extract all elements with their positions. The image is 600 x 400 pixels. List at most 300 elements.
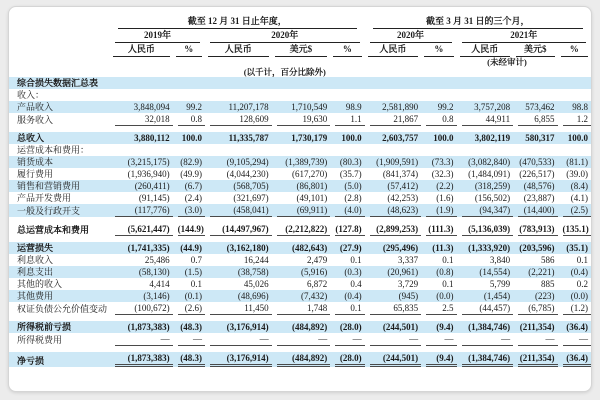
value-text: (82.9) [180, 157, 202, 167]
value-cell [457, 89, 514, 101]
value-cell [330, 192, 364, 204]
value-cell [205, 333, 272, 346]
value-cell [110, 242, 173, 254]
value-cell [513, 266, 557, 278]
value-text: (3,146) [143, 291, 170, 301]
value-cell [205, 77, 272, 89]
value-text: (14,400) [518, 204, 557, 217]
value-cell [205, 132, 272, 144]
value-cell [330, 278, 364, 290]
value-cell [365, 156, 422, 168]
value-text: — [563, 333, 591, 346]
value-cell [173, 290, 205, 302]
value-text: 0.4 [350, 279, 362, 289]
value-cell [457, 302, 514, 315]
table-row [9, 333, 591, 346]
value-cell [272, 321, 331, 333]
value-text: 3,848,094 [133, 102, 170, 112]
value-cell [365, 89, 422, 101]
value-text: 586 [541, 255, 555, 265]
value-text: (482,643) [291, 243, 328, 253]
financial-summary-table [9, 15, 591, 367]
value-text: — [277, 333, 331, 346]
value-cell [272, 266, 331, 278]
value-cell [205, 278, 272, 290]
value-cell [457, 113, 514, 126]
value-cell [173, 352, 205, 367]
value-cell [421, 113, 456, 126]
value-cell [110, 156, 173, 168]
value-text: 100.0 [567, 133, 588, 143]
value-cell [205, 156, 272, 168]
value-cell [558, 144, 591, 156]
row-label: 运营成本和费用： [17, 145, 90, 155]
table-row [9, 266, 591, 278]
value-text: (35.1) [566, 243, 588, 253]
value-cell [173, 278, 205, 290]
value-cell [513, 278, 557, 290]
value-cell [558, 321, 591, 333]
value-cell [457, 132, 514, 144]
value-text: (38,758) [237, 267, 269, 277]
col-rmb-2019: 人民币 [110, 43, 173, 57]
value-text: 6,872 [306, 279, 328, 289]
row-label: 运营损失 [9, 242, 110, 254]
value-cell [110, 192, 173, 204]
value-cell [205, 302, 272, 315]
value-cell [365, 223, 422, 236]
value-cell [272, 89, 331, 101]
value-cell [173, 113, 205, 126]
value-cell [330, 204, 364, 217]
value-cell [330, 302, 364, 315]
value-text: (28.0) [339, 322, 362, 332]
value-text: 45,026 [243, 279, 269, 289]
value-cell [272, 77, 331, 89]
value-text: (3,082,840) [468, 157, 511, 167]
value-cell [457, 242, 514, 254]
value-cell [457, 290, 514, 302]
value-cell [330, 321, 364, 333]
value-cell [558, 254, 591, 266]
value-cell [173, 242, 205, 254]
value-text: 0.1 [442, 255, 454, 265]
value-cell [421, 352, 456, 367]
value-text: 21,867 [370, 113, 422, 126]
table-body [9, 77, 591, 367]
value-cell [513, 290, 557, 302]
value-cell [110, 168, 173, 180]
value-cell [173, 204, 205, 217]
year-2021q-header: 2021年 [457, 29, 591, 43]
section-row [9, 77, 591, 89]
value-cell [272, 302, 331, 315]
value-cell [513, 168, 557, 180]
value-cell [205, 321, 272, 333]
value-text: (203,596) [519, 243, 555, 253]
value-cell [558, 180, 591, 192]
value-text: 11,450 [210, 302, 272, 315]
value-cell [558, 223, 591, 236]
value-text: (69,911) [277, 204, 331, 217]
table-header [9, 15, 591, 77]
value-cell [110, 204, 173, 217]
value-cell [330, 101, 364, 113]
value-text: (14,497,967) [210, 223, 272, 236]
value-text: 100.0 [341, 133, 362, 143]
table-row [9, 352, 591, 367]
value-cell [513, 156, 557, 168]
value-text: (3,162,180) [226, 243, 269, 253]
row-label: 一般及行政开支 [9, 204, 110, 217]
value-cell [173, 77, 205, 89]
value-cell [205, 204, 272, 217]
value-cell [272, 278, 331, 290]
value-text: — [210, 333, 272, 346]
value-text: (321,697) [233, 193, 269, 203]
value-text: 99.2 [437, 102, 454, 112]
table-row [9, 278, 591, 290]
value-text: (841,374) [382, 169, 419, 179]
value-text: (11.3) [432, 243, 454, 253]
value-cell [272, 223, 331, 236]
value-cell [330, 333, 364, 346]
value-text: (0.8) [436, 267, 454, 277]
value-text: (28.0) [335, 352, 364, 367]
value-text: (484,892) [277, 352, 331, 367]
value-text: (1,384,746) [462, 352, 514, 367]
row-label: 总收入 [9, 132, 110, 144]
value-text: (1,873,383) [127, 322, 170, 332]
value-text: (1.9) [426, 204, 456, 217]
section-row [9, 89, 591, 101]
value-cell [110, 180, 173, 192]
value-text: 3,802,119 [474, 133, 511, 143]
value-cell [365, 333, 422, 346]
value-cell [421, 278, 456, 290]
value-cell [457, 144, 514, 156]
value-text: (48,696) [237, 291, 269, 301]
value-text: (1.2) [563, 302, 591, 315]
value-text: (27.9) [339, 243, 362, 253]
value-text: (568,705) [233, 181, 269, 191]
value-cell [110, 223, 173, 236]
value-cell [272, 290, 331, 302]
table-row [9, 113, 591, 126]
value-cell [513, 89, 557, 101]
value-text: (3.0) [178, 204, 205, 217]
value-cell [272, 242, 331, 254]
value-text: 11,335,787 [228, 133, 269, 143]
value-text: 3,729 [397, 279, 419, 289]
value-text: — [426, 333, 456, 346]
value-text: 0.8 [426, 113, 456, 126]
value-cell [110, 89, 173, 101]
value-text: (2.5) [563, 204, 591, 217]
row-label: 销售和营销费用 [9, 180, 110, 192]
value-text: (1,389,739) [285, 157, 328, 167]
value-text: (211,354) [519, 322, 555, 332]
value-text: (223) [535, 291, 555, 301]
value-cell [421, 223, 456, 236]
value-text: 32,018 [115, 113, 173, 126]
value-cell [173, 101, 205, 113]
value-cell [205, 266, 272, 278]
value-text: (7,432) [300, 291, 328, 301]
value-text: (57,412) [387, 181, 419, 191]
period-annual-label: 截至 12 月 31 日止年度， [118, 15, 357, 29]
col-usd-2021q: 美元$ [513, 43, 557, 57]
value-text: (318,259) [474, 181, 511, 191]
value-cell [205, 180, 272, 192]
value-cell [421, 156, 456, 168]
value-cell [330, 223, 364, 236]
value-text: (91,145) [138, 193, 170, 203]
value-cell [173, 333, 205, 346]
period-quarter-header [365, 15, 591, 29]
value-text: (6,785) [518, 302, 557, 315]
value-cell [558, 132, 591, 144]
value-cell [173, 254, 205, 266]
value-text: 3,880,112 [134, 133, 170, 143]
section-row [9, 144, 591, 156]
value-cell [457, 223, 514, 236]
value-text: (470,533) [519, 157, 555, 167]
table-row [9, 223, 591, 236]
table-row [9, 242, 591, 254]
currency-header-row [9, 43, 591, 57]
value-cell [513, 144, 557, 156]
value-cell [330, 77, 364, 89]
value-cell [173, 89, 205, 101]
row-label: 净亏损 [9, 352, 110, 367]
value-cell [330, 266, 364, 278]
value-text: 0.7 [190, 255, 202, 265]
value-text: (2.2) [436, 181, 454, 191]
value-cell [421, 101, 456, 113]
value-cell [205, 89, 272, 101]
value-cell [365, 290, 422, 302]
value-text: 11,207,178 [228, 102, 269, 112]
value-text: (81.1) [566, 157, 588, 167]
col-pct-2020q: % [421, 43, 456, 57]
value-cell [365, 302, 422, 315]
value-text: (244,501) [370, 352, 422, 367]
value-cell [421, 89, 456, 101]
col-rmb-2021q: 人民币 [457, 43, 514, 57]
value-cell [513, 77, 557, 89]
value-cell [365, 77, 422, 89]
value-cell [365, 266, 422, 278]
value-cell [365, 168, 422, 180]
value-text: (617,270) [291, 169, 328, 179]
value-text: (1,384,746) [468, 322, 511, 332]
value-text: (3,176,914) [210, 352, 272, 367]
value-cell [272, 132, 331, 144]
value-text: (5,136,039) [462, 223, 514, 236]
value-cell [558, 333, 591, 346]
value-cell [457, 156, 514, 168]
value-text: 6,855 [518, 113, 557, 126]
value-cell [365, 242, 422, 254]
value-cell [513, 132, 557, 144]
value-text: 99.2 [186, 102, 202, 112]
value-cell [272, 352, 331, 367]
value-text: (2,221) [528, 267, 555, 277]
value-text: — [178, 333, 205, 346]
value-text: 3,337 [397, 255, 419, 265]
value-text: (0.0) [436, 291, 454, 301]
value-cell [272, 101, 331, 113]
value-text: (244,501) [382, 322, 419, 332]
value-text: 16,244 [243, 255, 269, 265]
value-cell [558, 77, 591, 89]
value-cell [173, 302, 205, 315]
value-text: (4.1) [570, 193, 588, 203]
value-cell [110, 278, 173, 290]
value-cell [513, 352, 557, 367]
value-text: 1.1 [335, 113, 364, 126]
value-cell [205, 254, 272, 266]
value-text: (2.4) [184, 193, 202, 203]
value-cell [513, 333, 557, 346]
value-cell [205, 223, 272, 236]
year-2020-header: 2020年 [205, 29, 365, 43]
value-text: 65,835 [370, 302, 422, 315]
col-pct-2020: % [330, 43, 364, 57]
value-text: (2,899,253) [370, 223, 422, 236]
row-label: 所得税费用 [17, 335, 63, 345]
value-text: 1.2 [563, 113, 591, 126]
value-text: 2,581,890 [382, 102, 419, 112]
value-text: (1,333,920) [468, 243, 511, 253]
col-usd-2020: 美元$ [272, 43, 331, 57]
value-cell [421, 266, 456, 278]
value-text: (2.6) [178, 302, 205, 315]
value-text: 128,609 [210, 113, 272, 126]
value-cell [558, 266, 591, 278]
value-cell [558, 242, 591, 254]
value-cell [205, 290, 272, 302]
value-cell [513, 204, 557, 217]
value-cell [421, 180, 456, 192]
value-text: (4,044,230) [226, 169, 269, 179]
value-cell [330, 144, 364, 156]
col-rmb-2020: 人民币 [205, 43, 272, 57]
value-cell [173, 168, 205, 180]
table-row [9, 290, 591, 302]
value-cell [457, 168, 514, 180]
table-row [9, 192, 591, 204]
value-text: 19,630 [277, 113, 331, 126]
value-cell [457, 352, 514, 367]
table-row [9, 132, 591, 144]
row-label: 利息收入 [17, 255, 54, 265]
row-label: 产品收入 [9, 101, 110, 113]
value-text: (5.0) [344, 181, 362, 191]
value-text: (49.9) [180, 169, 202, 179]
value-cell [457, 101, 514, 113]
value-text: 0.1 [442, 279, 454, 289]
value-cell [110, 352, 173, 367]
value-cell [110, 254, 173, 266]
value-text: 98.8 [572, 102, 588, 112]
value-cell [421, 144, 456, 156]
value-cell [330, 168, 364, 180]
value-cell [110, 144, 173, 156]
value-text: 3,840 [489, 255, 511, 265]
year-header-row [9, 29, 591, 43]
value-cell [272, 168, 331, 180]
period-quarter-label: 截至 3 月 31 日的三个月， [373, 15, 583, 29]
value-cell [365, 352, 422, 367]
value-cell [205, 144, 272, 156]
value-text: — [518, 333, 557, 346]
value-text: (20,961) [387, 267, 419, 277]
value-cell [272, 156, 331, 168]
value-cell [457, 77, 514, 89]
value-text: (1.6) [436, 193, 454, 203]
value-text: (23,887) [523, 193, 555, 203]
value-text: (117,776) [115, 204, 173, 217]
value-text: 580,317 [525, 133, 555, 143]
value-cell [173, 266, 205, 278]
value-cell [173, 321, 205, 333]
value-text: (0.4) [570, 267, 588, 277]
value-text: (14,554) [479, 267, 511, 277]
value-text: 98.9 [345, 102, 362, 112]
value-cell [365, 101, 422, 113]
value-text: — [115, 333, 173, 346]
value-text: (1,936,940) [127, 169, 170, 179]
value-text: (5,621,447) [115, 223, 173, 236]
value-cell [558, 352, 591, 367]
value-cell [513, 101, 557, 113]
value-text: (36.4) [563, 352, 591, 367]
value-cell [110, 290, 173, 302]
value-cell [558, 113, 591, 126]
value-text: (211,354) [518, 352, 557, 367]
value-text: (1,454) [483, 291, 511, 301]
value-text: — [462, 333, 514, 346]
table-row [9, 254, 591, 266]
value-cell [421, 192, 456, 204]
row-label: 其他费用 [9, 290, 110, 302]
value-cell [558, 89, 591, 101]
value-text: (0.1) [184, 291, 202, 301]
value-cell [513, 302, 557, 315]
value-text: (5,916) [300, 267, 328, 277]
value-text: (44.9) [180, 243, 202, 253]
value-text: (42,253) [387, 193, 419, 203]
value-text: (9.4) [436, 322, 454, 332]
value-cell [558, 278, 591, 290]
value-text: 0.1 [576, 255, 588, 265]
value-cell [513, 113, 557, 126]
value-text: (226,517) [519, 169, 555, 179]
table-row [9, 101, 591, 113]
value-text: (1.5) [184, 267, 202, 277]
value-text: (156,502) [474, 193, 511, 203]
value-cell [330, 254, 364, 266]
value-cell [205, 242, 272, 254]
value-text: (144.9) [177, 224, 204, 234]
value-text: (8.4) [570, 181, 588, 191]
value-text: (36.4) [566, 322, 588, 332]
value-cell [513, 180, 557, 192]
value-cell [110, 302, 173, 315]
row-label: 产品开发费用 [17, 193, 72, 203]
